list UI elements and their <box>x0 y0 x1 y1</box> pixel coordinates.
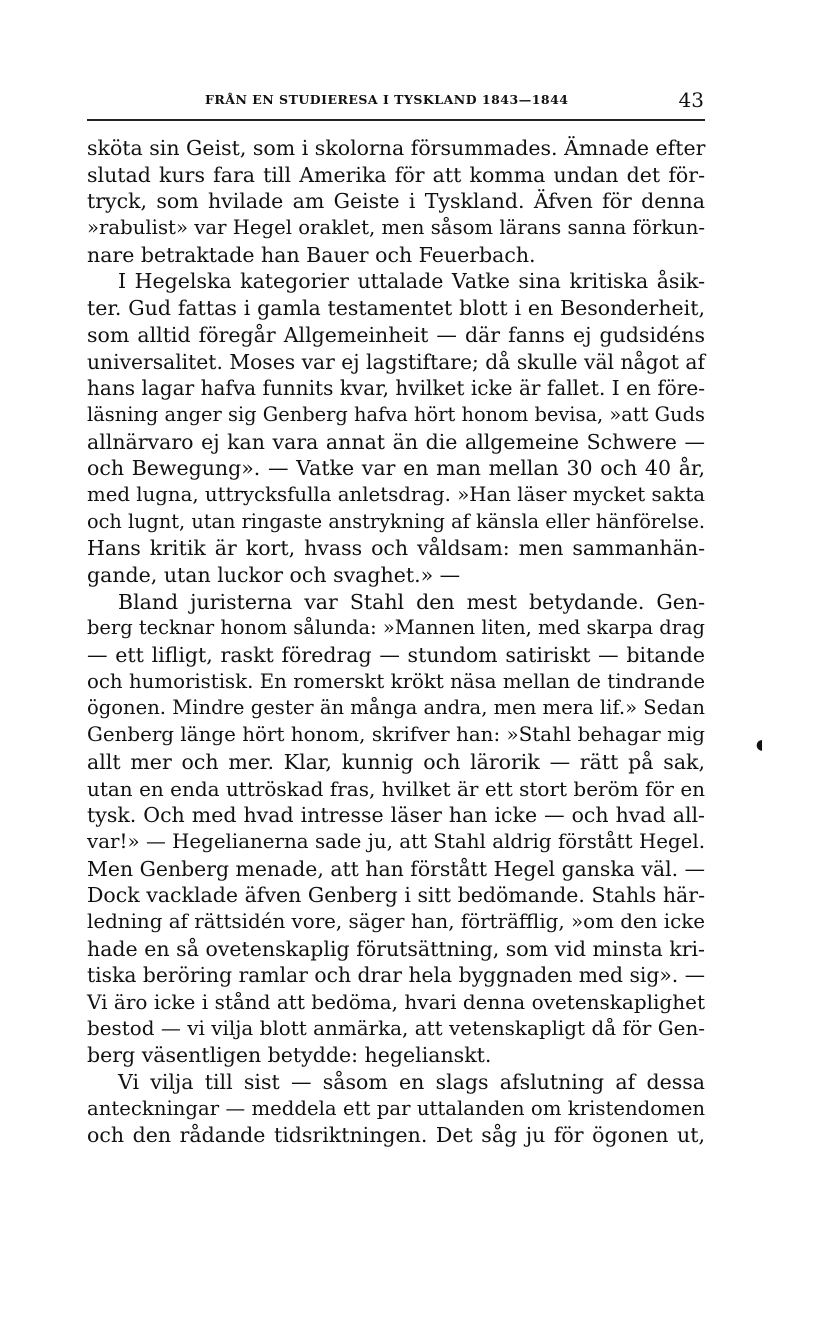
text-line: berg tecknar honom sålunda: »Mannen liten, med skarpa drag <box>87 616 705 640</box>
text-line: med lugna, uttrycksfulla anletsdrag. »Han läser mycket sakta <box>87 482 705 506</box>
text-line: allnärvaro ej kan vara annat än die allgemeine Schwere — <box>87 429 705 454</box>
text-line: allt mer och mer. Klar, kunnig och lärorik — rätt på sak, <box>87 749 705 774</box>
text-line: hans lagar hafva funnits kvar, hvilket icke är fallet. I en före- <box>87 376 705 401</box>
text-line: Hans kritik är kort, hvass och våldsam: men sammanhän- <box>87 536 705 561</box>
text-line: berg väsentligen betydde: hegelianskt. <box>87 1043 492 1068</box>
text-line: anteckningar — meddela ett par uttalanden om kristendomen <box>87 1096 705 1120</box>
margin-mark: ◖ <box>756 737 764 753</box>
text-line: Men Genberg menade, att han förstått Hegel ganska väl. — <box>87 856 705 881</box>
text-line: gande, utan luckor och svaghet.» — <box>87 563 461 587</box>
text-line: sköta sin Geist, som i skolorna försummades. Ämnade efter <box>87 136 706 160</box>
text-line: — ett lifligt, raskt föredrag — stundom satiriskt — bitande <box>87 643 705 668</box>
text-line: och Bewegung». — Vatke var en man mellan 30 och 40 år, <box>87 456 705 481</box>
text-line: ögonen. Mindre gester än många andra, men mera lif.» Sedan <box>87 696 705 720</box>
text-line: och den rådande tidsriktningen. Det såg ju för ögonen ut, <box>87 1123 705 1148</box>
text-line: Bland juristerna var Stahl den mest betydande. Gen- <box>118 589 705 614</box>
running-title: FRÅN EN STUDIERESA I TYSKLAND 1843—1844 <box>205 92 569 107</box>
text-line: som alltid föregår Allgemeinheit — där fanns ej gudsidéns <box>87 322 705 347</box>
text-line: Genberg länge hört honom, skrifver han: »Stahl behagar mig <box>87 723 705 747</box>
text-line: »rabulist» var Hegel oraklet, men såsom lärans sanna förkun- <box>87 216 705 240</box>
text-line: tysk. Och med hvad intresse läser han icke — och hvad all- <box>87 803 705 828</box>
text-line: och humoristisk. En romerskt krökt näsa mellan de tindrande <box>87 669 705 693</box>
text-line: Vi vilja till sist — såsom en slags afslutning af dessa <box>118 1070 705 1095</box>
body-text <box>87 135 705 1149</box>
text-line: och lugnt, utan ringaste anstrykning af känsla eller hänförelse. <box>87 509 705 533</box>
text-line: utan en enda uttröskad fras, hvilket är ett stort beröm för en <box>87 776 705 801</box>
running-header <box>87 86 706 116</box>
text-line: universalitet. Moses var ej lagstiftare; då skulle väl något af <box>87 349 705 374</box>
text-line: nare betraktade han Bauer och Feuerbach. <box>87 242 536 267</box>
text-line: tiska beröring ramlar och drar hela byggnaden med sig». — <box>87 963 705 988</box>
text-line: ledning af rättsidén vore, säger han, förträfflig, »om den icke <box>87 909 705 933</box>
text-line: slutad kurs fara till Amerika för att komma undan det för- <box>87 162 705 187</box>
text-line: tryck, som hvilade am Geiste i Tyskland. Äfven för denna <box>87 189 705 214</box>
text-line: Vi äro icke i stånd att bedöma, hvari denna ovetenskaplighet <box>87 990 705 1014</box>
text-line: var!» — Hegelianerna sade ju, att Stahl aldrig förstått Hegel. <box>87 829 705 853</box>
text-line: I Hegelska kategorier uttalade Vatke sina kritiska åsik- <box>118 269 705 294</box>
text-line: hade en så ovetenskaplig förutsättning, som vid minsta kri- <box>87 936 705 961</box>
page-number: 43 <box>678 88 704 112</box>
text-line: bestod — vi vilja blott anmärka, att vetenskapligt då för Gen- <box>87 1016 705 1040</box>
text-line: läsning anger sig Genberg hafva hört honom bevisa, »att Guds <box>87 402 705 426</box>
header-rule <box>87 119 705 121</box>
text-line: Dock vacklade äfven Genberg i sitt bedömande. Stahls här- <box>87 883 705 908</box>
text-line: ter. Gud fattas i gamla testamentet blott i en Besonderheit, <box>87 296 705 321</box>
